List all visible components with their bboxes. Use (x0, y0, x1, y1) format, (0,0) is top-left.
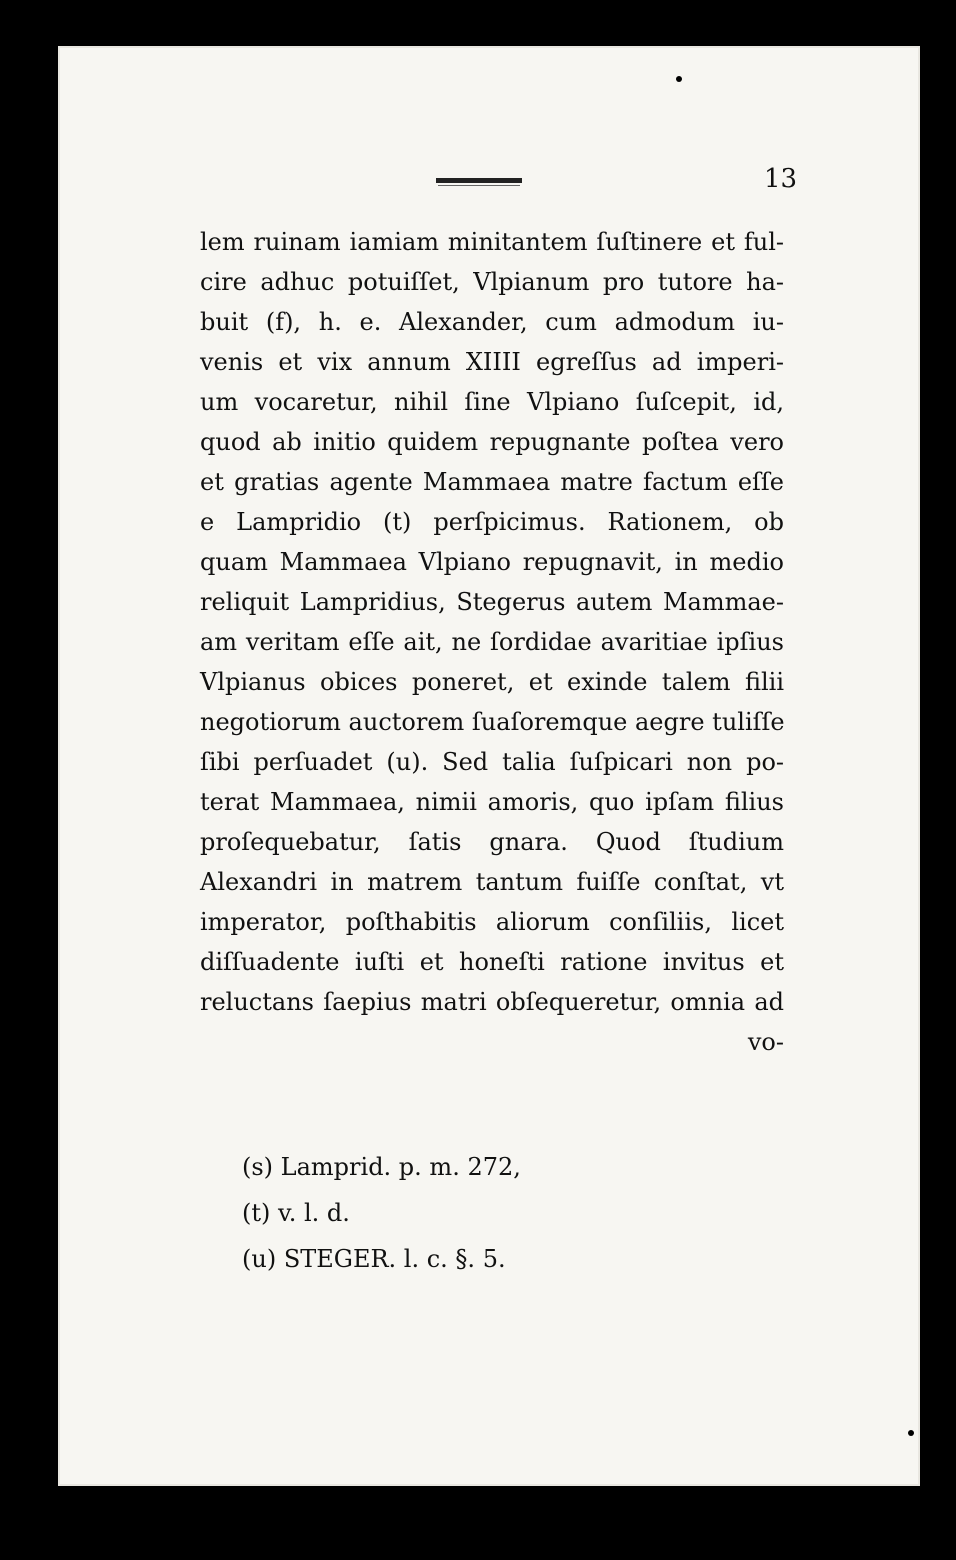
text-line: um vocaretur, nihil ſine Vlpiano ſuſcepit, id, (200, 388, 784, 416)
text-line: negotiorum auctorem ſuaſoremque aegre tuliſſe (200, 708, 785, 736)
text-line: am veritam eſſe ait, ne ſordidae avaritiae ipſius (200, 628, 784, 656)
footnote: (s) Lamprid. p. m. 272, (242, 1153, 521, 1181)
footnotes (242, 1144, 521, 1282)
ink-speck (676, 76, 682, 82)
text-line: reliquit Lampridius, Stegerus autem Mammae- (200, 588, 784, 616)
page-number: 13 (764, 164, 798, 194)
text-line: cire adhuc potuiſſet, Vlpianum pro tutore ha- (200, 268, 784, 296)
text-line: e Lampridio (t) perſpicimus. Rationem, ob (200, 508, 784, 536)
text-line: buit (f), h. e. Alexander, cum admodum iu- (200, 308, 784, 336)
text-line: et gratias agente Mammaea matre factum eſſe (200, 468, 784, 496)
body-text (200, 222, 784, 1062)
text-line: venis et vix annum XIIII egreſſus ad imperi- (200, 348, 784, 376)
text-line: reluctans ſaepius matri obſequeretur, omnia ad (200, 988, 784, 1016)
footnote: (u) STEGER. l. c. §. 5. (242, 1245, 506, 1273)
text-line: proſequebatur, ſatis gnara. Quod ſtudium (200, 828, 784, 856)
text-line: lem ruinam iamiam minitantem ſuſtinere et ful- (200, 228, 784, 256)
text-line: terat Mammaea, nimii amoris, quo ipſam filius (200, 788, 784, 816)
text-line: Alexandri in matrem tantum fuiſſe conſtat, vt (200, 868, 784, 896)
text-line: ſibi perſuadet (u). Sed talia ſuſpicari non po- (200, 748, 784, 776)
ink-speck (908, 1430, 914, 1436)
header-rule (436, 178, 522, 183)
catchword: vo- (747, 1028, 784, 1056)
footnote: (t) v. l. d. (242, 1199, 350, 1227)
text-line: quod ab initio quidem repugnante poſtea vero (200, 428, 784, 456)
book-page (58, 46, 920, 1486)
text-line: imperator, poſthabitis aliorum conſiliis, licet (200, 908, 784, 936)
text-line: Vlpianus obices poneret, et exinde talem filii (200, 668, 784, 696)
text-line: diſſuadente iuſti et honeſti ratione invitus et (200, 948, 784, 976)
text-line: quam Mammaea Vlpiano repugnavit, in medio (200, 548, 784, 576)
